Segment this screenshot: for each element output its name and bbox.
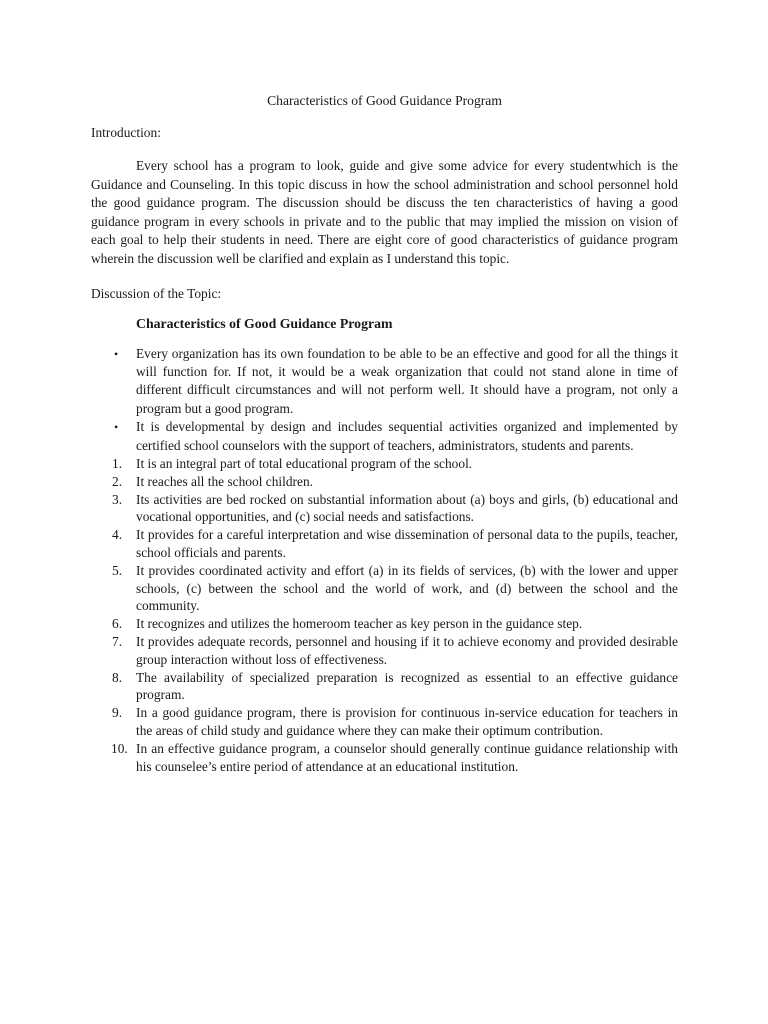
section-heading: Characteristics of Good Guidance Program bbox=[136, 315, 393, 331]
list-item bbox=[91, 345, 678, 419]
list-item bbox=[91, 455, 678, 473]
list-item-text: It is an integral part of total educational program of the school. bbox=[136, 456, 473, 471]
list-number: 10. bbox=[111, 740, 128, 756]
list-item-text: It recognizes and utilizes the homeroom teacher as key person in the guidance step. bbox=[136, 616, 583, 632]
list-number: 1. bbox=[112, 456, 123, 471]
list-item-text: It reaches all the school children. bbox=[136, 473, 313, 489]
list-item bbox=[91, 740, 678, 776]
list-item-text: Its activities are bed rocked on substantial information about (a) boys and girls, (b) educational and vocational opportunities, and (c) social needs and satisfactions. bbox=[136, 491, 678, 525]
list-item-text: It provides for a careful interpretation and wise dissemination of personal data to the pupils, teacher, school officials and parents. bbox=[136, 527, 678, 560]
list-item bbox=[91, 491, 678, 527]
list-item-text: It provides adequate records, personnel and housing if it to achieve economy and provided desirable group interaction without loss of effectiveness. bbox=[136, 633, 678, 667]
list-number: 2. bbox=[112, 473, 123, 489]
introduction-paragraph: Every school has a program to look, guide and give some advice for every studentwhich is the Guidance and Counseling. In this topic discuss in how the school administration and school personnel hold the good guidance program. The discussion should be discuss the ten characteristics of having a good guidance program in every schools in private and to the public that may implied the mission on vision of each goal to help their students in need. There are eight core of good characteristics of guidance program wherein the discussion well be clarified and explain as I understand this topic. bbox=[91, 158, 678, 266]
list-number: 9. bbox=[112, 705, 123, 721]
list-item bbox=[91, 473, 678, 491]
bullet-icon: • bbox=[114, 346, 119, 361]
list-item bbox=[91, 633, 678, 669]
list-item-text: In a good guidance program, there is provision for continuous in-service education for teachers in the areas of child study and guidance where they can make their optimum contribution. bbox=[136, 705, 678, 738]
bullet-icon: • bbox=[114, 420, 119, 435]
list-number: 4. bbox=[112, 527, 123, 543]
list-item bbox=[91, 562, 678, 615]
list-number: 3. bbox=[112, 491, 123, 507]
document-title: Characteristics of Good Guidance Program bbox=[267, 93, 502, 108]
list-item bbox=[91, 615, 678, 633]
characteristics-list bbox=[91, 345, 678, 776]
discussion-heading: Discussion of the Topic: bbox=[91, 285, 222, 301]
list-item-text: It is developmental by design and includes sequential activities organized and implemented by certified school counselors with the support of teachers, administrators, students and parents. bbox=[136, 419, 678, 453]
list-item-text: The availability of specialized preparation is recognized as essential to an effective guidance program. bbox=[136, 669, 678, 703]
list-item bbox=[91, 418, 678, 455]
list-item bbox=[91, 526, 678, 562]
list-number: 5. bbox=[112, 562, 123, 578]
list-item-text: Every organization has its own foundation to be able to be an effective and good for all the things it will function for. If not, it would be a weak organization that could not stand alone in time of different difficult circumstances and will not perform well. It should have a program, not only a program but a good program. bbox=[136, 345, 678, 416]
list-number: 6. bbox=[112, 616, 123, 632]
list-item-text: It provides coordinated activity and effort (a) in its fields of services, (b) with the lower and upper schools, (c) between the school and the world of work, and (d) between the school and the community. bbox=[136, 562, 678, 614]
list-item bbox=[91, 704, 678, 740]
list-number: 7. bbox=[112, 633, 123, 649]
list-number: 8. bbox=[112, 669, 123, 685]
list-item bbox=[91, 669, 678, 705]
list-item-text: In an effective guidance program, a counselor should generally continue guidance relationship with his counselee’s entire period of attendance at an educational institution. bbox=[136, 740, 678, 774]
document-page bbox=[91, 92, 678, 775]
introduction-heading: Introduction: bbox=[91, 125, 161, 140]
